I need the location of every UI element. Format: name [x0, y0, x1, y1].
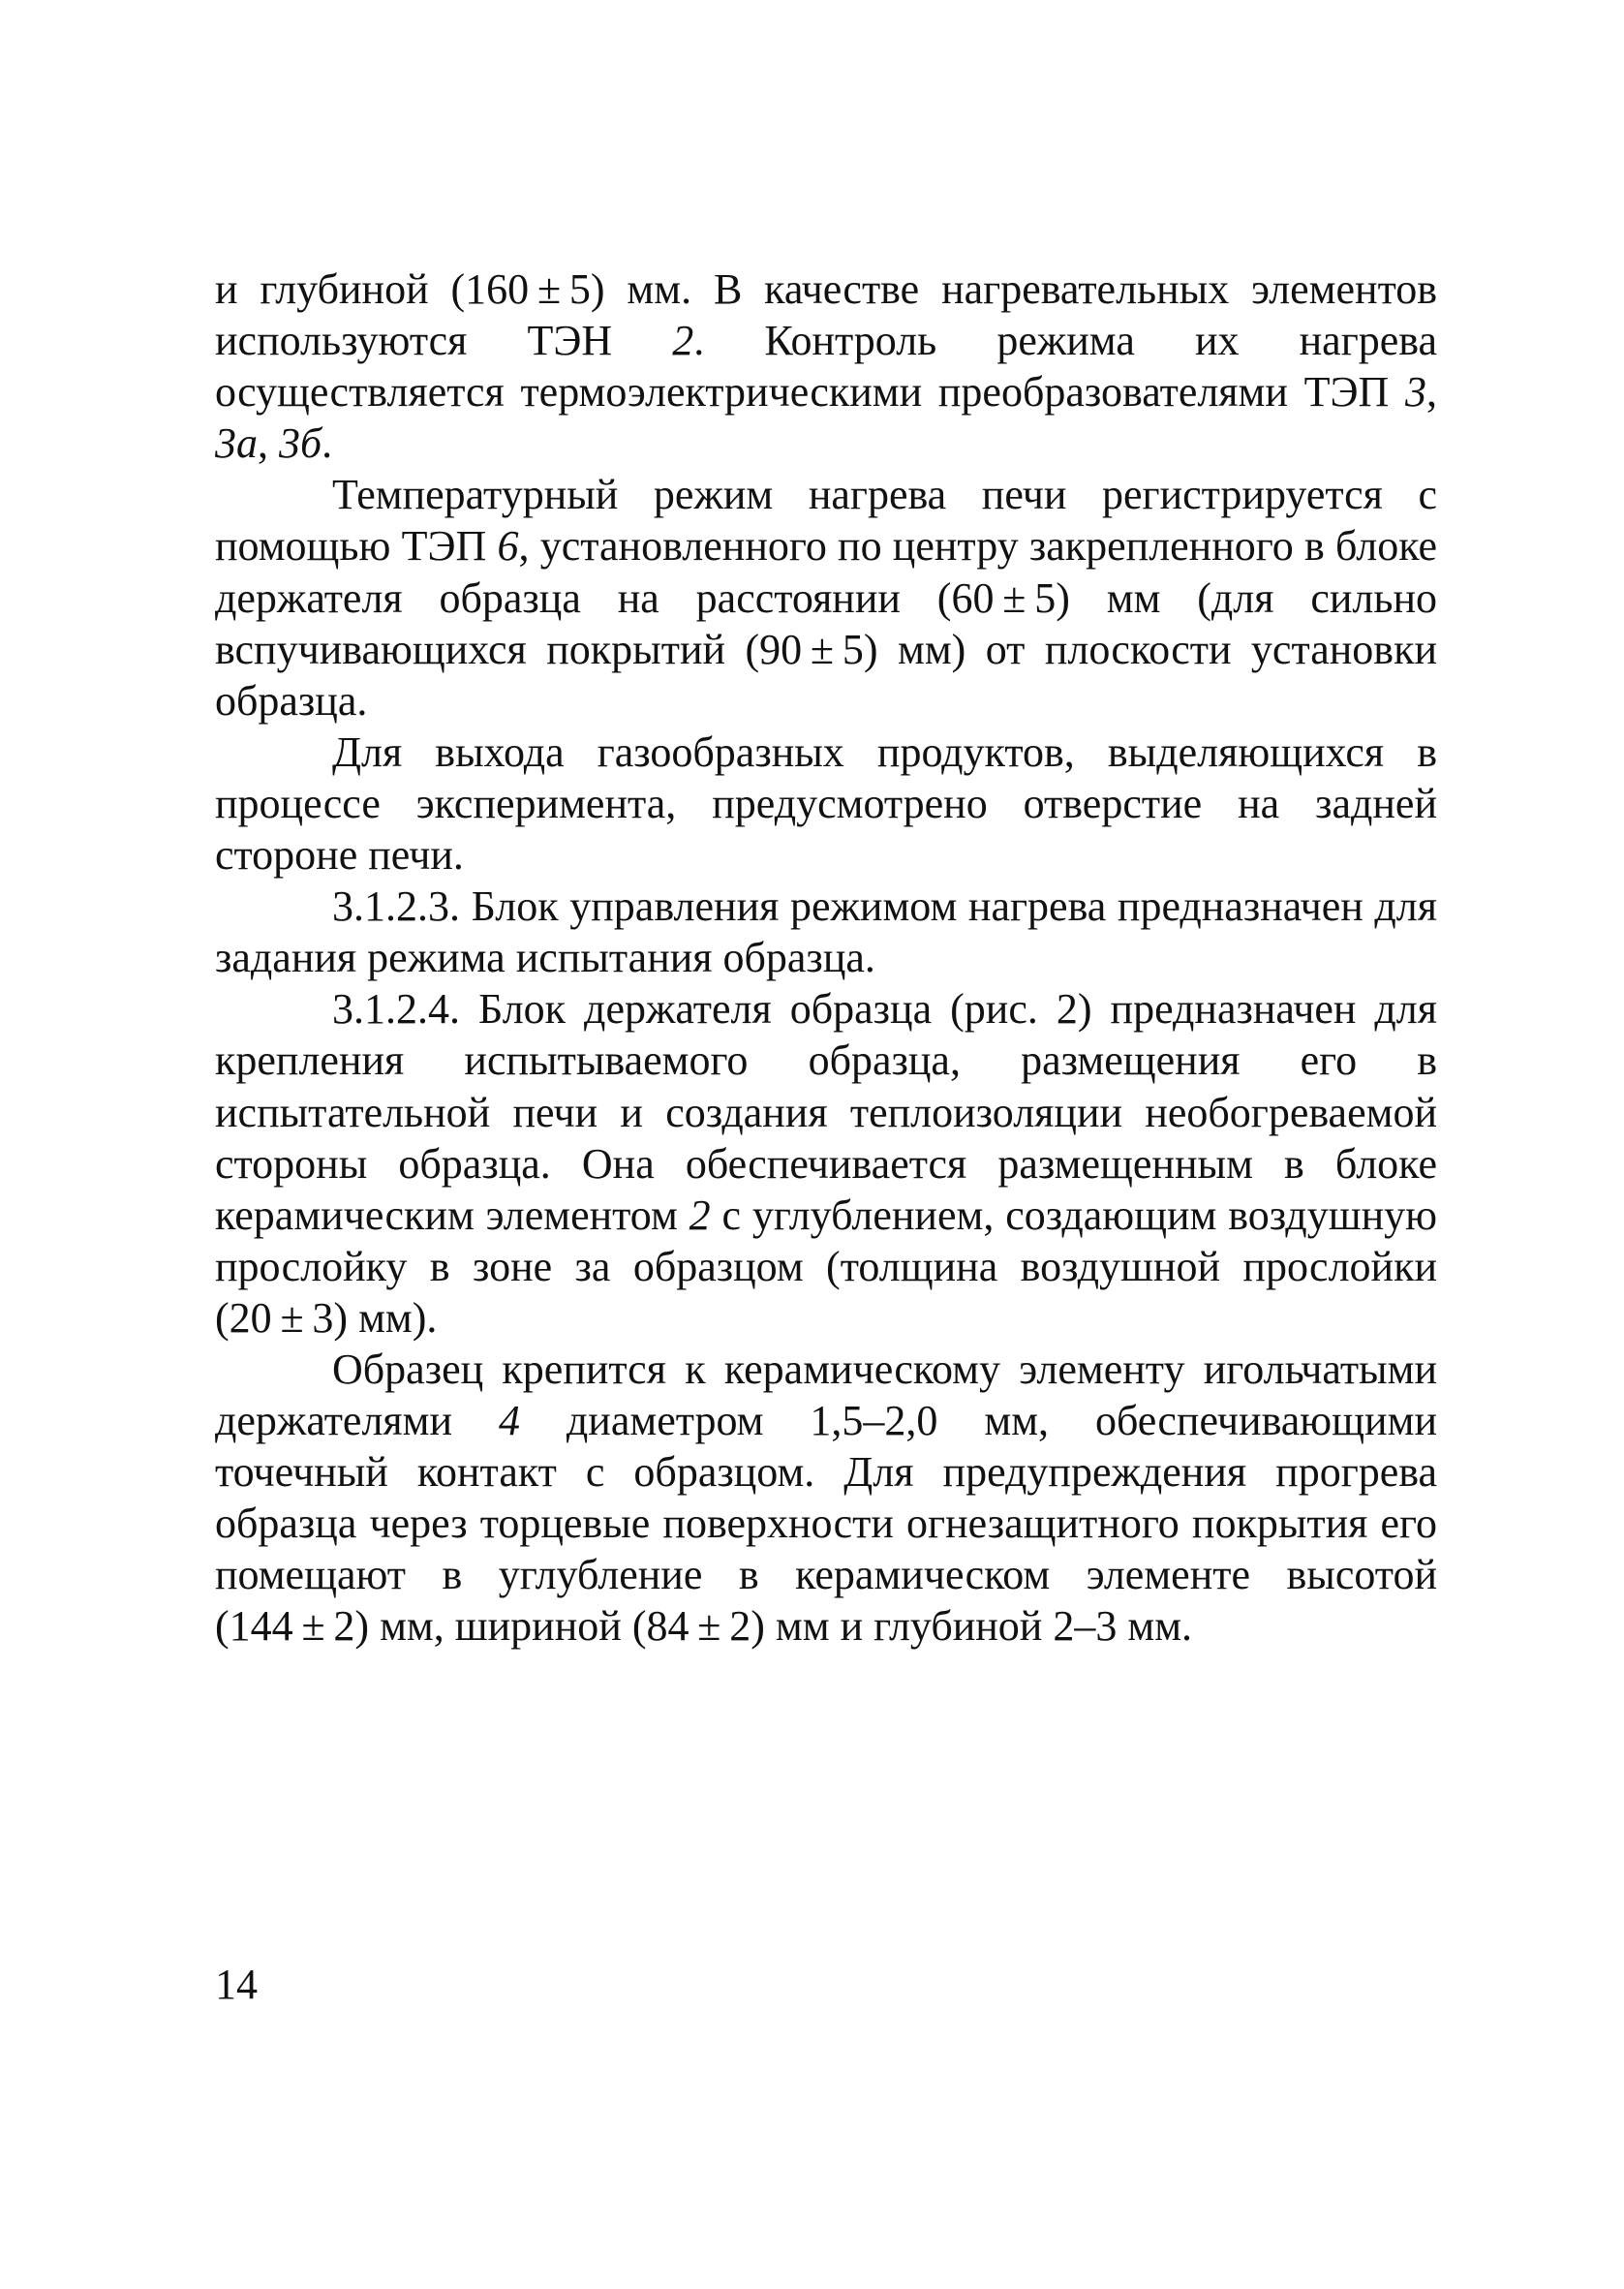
italic-reference: 2 — [672, 317, 694, 365]
page-number: 14 — [215, 1961, 258, 2008]
text-run: . Контроль режима их нагрева осуществляется термоэлектрическими преобразователями ТЭП — [215, 317, 1437, 417]
italic-reference: 4 — [498, 1397, 520, 1445]
paragraph — [215, 727, 1437, 881]
text-run: , — [1426, 368, 1437, 417]
text-run: Для выхода газообразных продуктов, выделяющихся в процессе эксперимента, предусмотрено отверстие на задней стороне печи. — [215, 727, 1437, 880]
text-run: , — [258, 419, 279, 468]
paragraph — [215, 469, 1437, 726]
text-run: с углублением, создающим воздушную прослойку в зоне за образцом (толщина воздушной прослойки (20 ± 3) мм). — [215, 1191, 1437, 1342]
text-run: 3.1.2.3. Блок управления режимом нагрева предназначен для задания режима испытания образца. — [215, 882, 1437, 982]
italic-reference: 6 — [497, 522, 519, 571]
text-run: диаметром 1,5–2,0 мм, обеспечивающими точечный контакт с образцом. Для предупреждения прогрева образца через торцевые поверхности огнезащитного покрытия его помещают в углубление в керамическом элементе высотой (144 ± 2) мм, шириной (84 ± 2) мм и глубиной 2–3 мм. — [215, 1397, 1437, 1651]
text-run: и глубиной (160 ± 5) мм. В качестве нагревательных элементов используются ТЭН — [215, 265, 1437, 365]
text-run: 3.1.2.4. Блок держателя образца (рис. 2) предназначен для крепления испытываемого образца, размещения его в испытательной печи и создания теплоизоляции необогреваемой стороны образца. Она обеспечивается размещенным в блоке керамическим элементом — [215, 985, 1437, 1239]
italic-reference: 3а — [215, 419, 258, 468]
text-run: , установленного по центру закрепленного в блоке держателя образца на расстоянии (60 ± 5) мм (для сильно вспучивающихся покрытий (90 ± 5) мм) от плоскости установки образца. — [215, 522, 1437, 725]
paragraph — [215, 263, 1437, 469]
text-run: Образец крепится к керамическому элементу игольчатыми держателями — [215, 1345, 1437, 1445]
text-run: . — [322, 419, 333, 468]
paragraph — [215, 881, 1437, 983]
paragraph — [215, 983, 1437, 1344]
italic-reference: 3 — [1405, 368, 1426, 417]
italic-reference: 3б — [279, 419, 322, 468]
text-run: Температурный режим нагрева печи регистрируется с помощью ТЭП — [215, 471, 1437, 571]
body-text — [215, 263, 1437, 1653]
italic-reference: 2 — [689, 1191, 711, 1239]
paragraph — [215, 1344, 1437, 1653]
